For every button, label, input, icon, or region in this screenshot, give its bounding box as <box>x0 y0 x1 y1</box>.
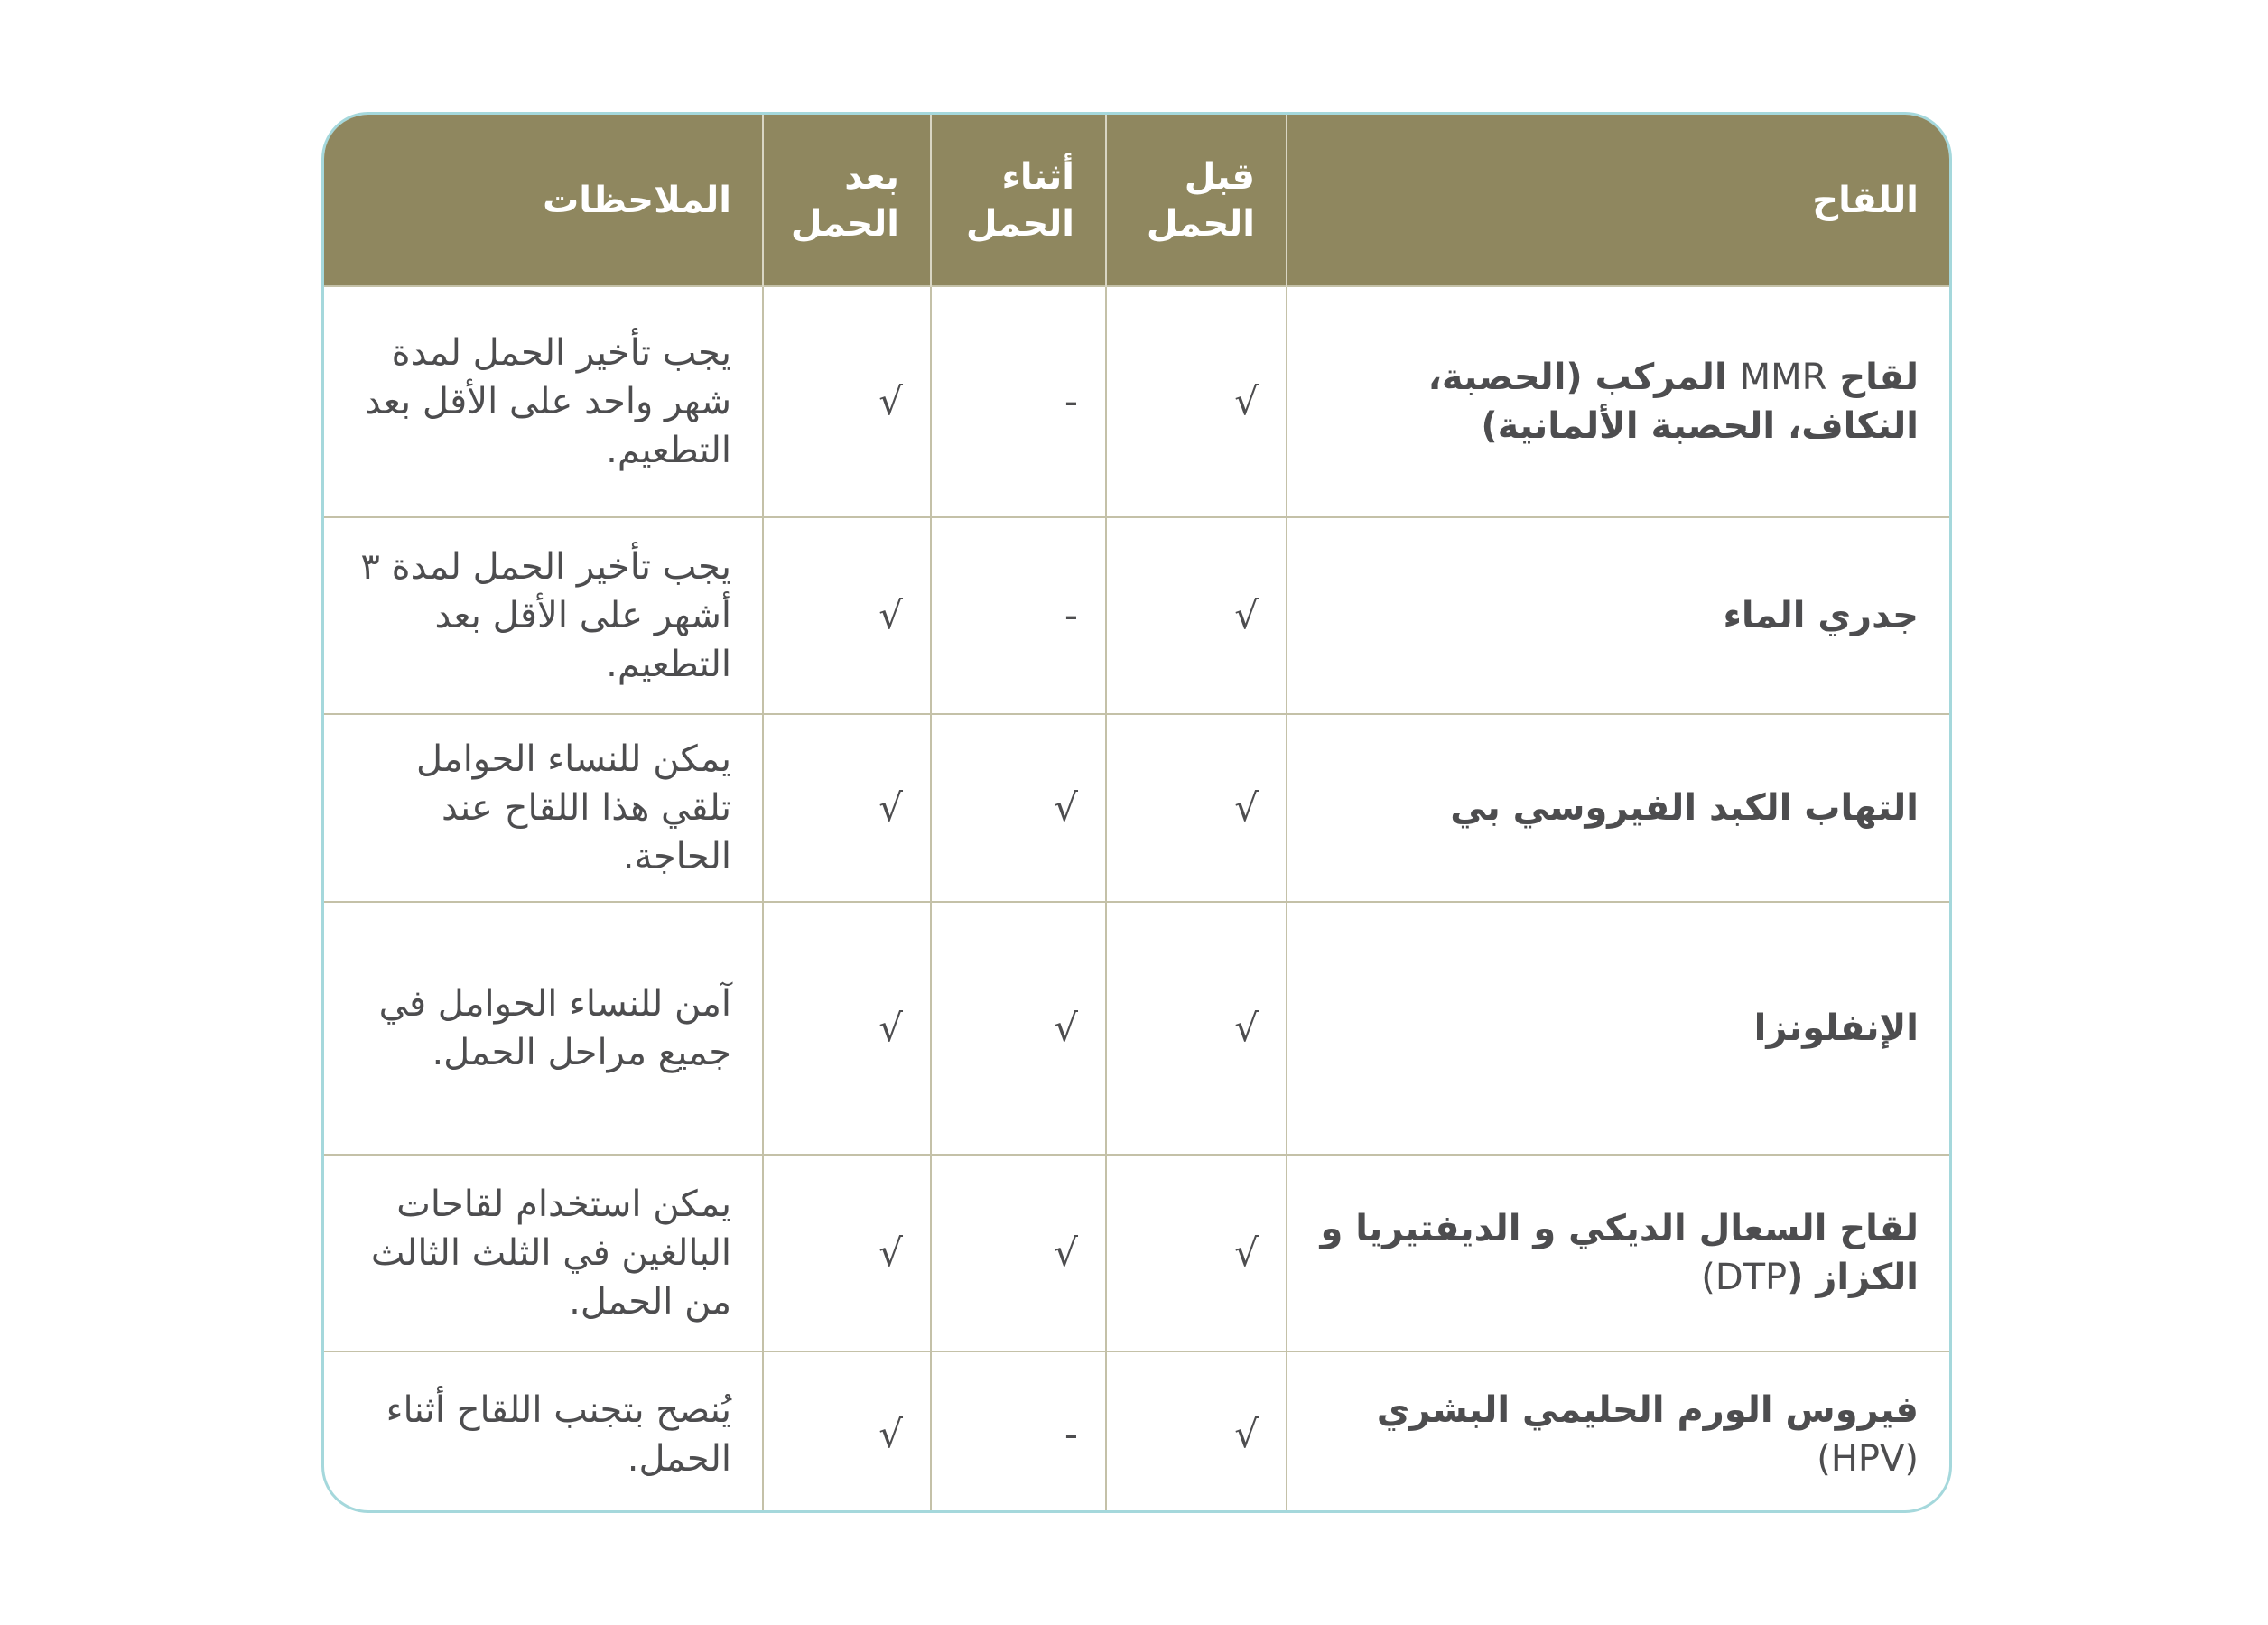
header-notes: الملاحظات <box>324 115 763 286</box>
table-row <box>324 714 1949 902</box>
vaccine-cell: الإنفلونزا <box>1287 902 1949 1155</box>
vaccine-abbreviation: DTP) <box>1701 1257 1788 1298</box>
during-pregnancy-cell: √ <box>931 1155 1106 1351</box>
after-pregnancy-cell: √ <box>763 902 931 1155</box>
after-pregnancy-cell: √ <box>763 714 931 902</box>
notes-cell: يُنصح بتجنب اللقاح أثناء الحمل. <box>324 1351 763 1513</box>
after-pregnancy-cell: √ <box>763 286 931 517</box>
notes-cell: يجب تأخير الحمل لمدة ٣ أشهر على الأقل بعد التطعيم. <box>324 517 763 714</box>
before-pregnancy-cell: √ <box>1106 517 1287 714</box>
vaccine-name-part: لقاح <box>1826 357 1919 398</box>
after-pregnancy-cell: √ <box>763 1155 931 1351</box>
header-vaccine: اللقاح <box>1287 115 1949 286</box>
table-row <box>324 1351 1949 1513</box>
vaccine-name-part: المركب (الحصبة، النكاف، الحصبة الألمانية) <box>1427 357 1919 447</box>
table-header-row <box>324 115 1949 286</box>
vaccine-name-part: فيروس الورم الحليمي البشري <box>1376 1388 1919 1431</box>
notes-cell: آمن للنساء الحوامل في جميع مراحل الحمل. <box>324 902 763 1155</box>
during-pregnancy-cell: √ <box>931 902 1106 1155</box>
before-pregnancy-cell: √ <box>1106 1155 1287 1351</box>
during-pregnancy-cell: - <box>931 286 1106 517</box>
vaccine-cell: جدري الماء <box>1287 517 1949 714</box>
table-row <box>324 286 1949 517</box>
table-row <box>324 517 1949 714</box>
vaccine-cell <box>1287 1351 1949 1513</box>
before-pregnancy-cell: √ <box>1106 1351 1287 1513</box>
during-pregnancy-cell: - <box>931 1351 1106 1513</box>
during-pregnancy-cell: √ <box>931 714 1106 902</box>
vaccine-cell: التهاب الكبد الفيروسي بي <box>1287 714 1949 902</box>
vaccine-abbreviation: (HPV) <box>1817 1437 1919 1480</box>
notes-cell: يجب تأخير الحمل لمدة شهر واحد على الأقل بعد التطعيم. <box>324 286 763 517</box>
header-after-pregnancy: بعد الحمل <box>763 115 931 286</box>
header-before-pregnancy: قبل الحمل <box>1106 115 1287 286</box>
table-row <box>324 1155 1949 1351</box>
notes-cell: يمكن استخدام لقاحات البالغين في الثلث الثالث من الحمل. <box>324 1155 763 1351</box>
after-pregnancy-cell: √ <box>763 1351 931 1513</box>
vaccine-table <box>324 115 1949 1513</box>
vaccine-abbreviation: MMR <box>1739 357 1827 398</box>
vaccine-cell <box>1287 286 1949 517</box>
header-during-pregnancy: أثناء الحمل <box>931 115 1106 286</box>
during-pregnancy-cell: - <box>931 517 1106 714</box>
before-pregnancy-cell: √ <box>1106 714 1287 902</box>
table-row <box>324 902 1949 1155</box>
after-pregnancy-cell: √ <box>763 517 931 714</box>
vaccine-name-part: لقاح السعال الديكي و الديفتيريا و الكزاز ( <box>1320 1208 1919 1298</box>
vaccine-table-frame <box>321 112 1952 1513</box>
before-pregnancy-cell: √ <box>1106 286 1287 517</box>
before-pregnancy-cell: √ <box>1106 902 1287 1155</box>
vaccine-cell <box>1287 1155 1949 1351</box>
notes-cell: يمكن للنساء الحوامل تلقي هذا اللقاح عند الحاجة. <box>324 714 763 902</box>
